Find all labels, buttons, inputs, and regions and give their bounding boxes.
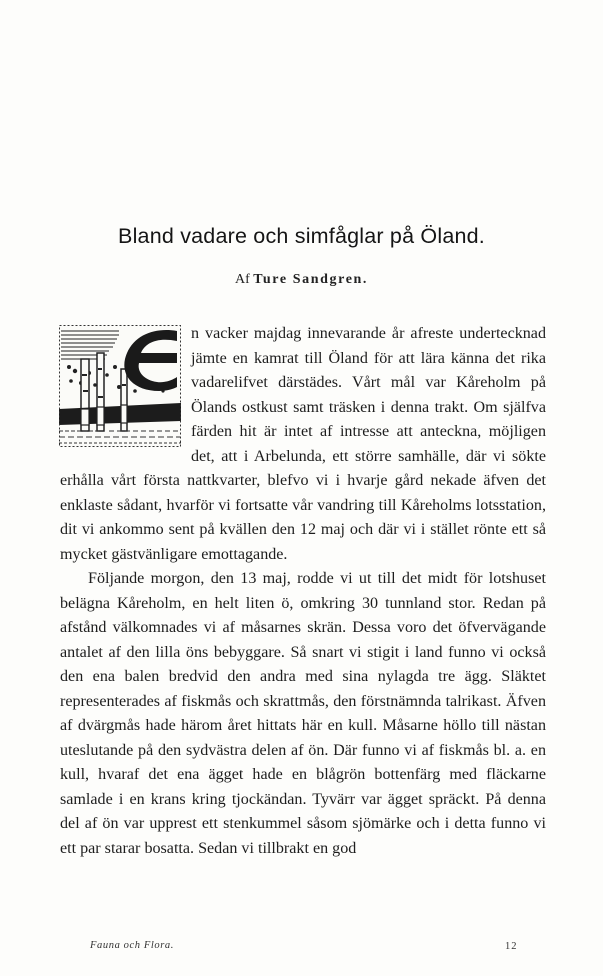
page-number: 12 — [505, 941, 518, 952]
journal-name: Fauna och Flora. — [90, 940, 174, 951]
author-name: Ture Sandgren. — [253, 272, 368, 287]
byline — [0, 272, 603, 288]
article-body — [60, 322, 546, 861]
paragraph-1: n vacker majdag innevarande år afreste undertecknad jämte en kamrat till Öland för att lära känna det rika vadarelifvet därstädes. Vårt mål var Kåreholm på Ölands ostkust samt träsken i denna trakt. Om själfva färden hit är intet af intresse att anteckna, möjligen det, att i Arbelunda, ett större samhälle, där vi sökte erhålla vårt första nattkvarter, blefvo vi i hvarje gård nekade äfven det enklaste sådant, hvarför vi fortsatte vår vandring till Kåreholms lotsstation, dit vi ankommo sent på kvällen den 12 maj och där vi i stället rönte ett så mycket gästvänligare emottagande. — [60, 325, 546, 563]
decorative-initial-e-icon — [59, 325, 181, 447]
paragraph-2: Följande morgon, den 13 maj, rodde vi ut till det midt för lotshuset belägna Kåreholm, en helt liten ö, omkring 30 tunnland stor. Redan på afstånd välkomnades vi af måsarnes skrän. Dessa voro det öfvervägande antalet af den lilla öns bebyggare. Så snart vi stigit i land funno vi också den ena balen bredvid den andra med sina nylagda tre ägg. Släktet representerades af fiskmås och skrattmås, den förstnämnda talrikast. Äfven af dvärgmås hade härom året hittats här en kull. Måsarne höllo till nästan uteslutande på den sydvästra delen af ön. Där funno vi af fiskmås bl. a. en kull, hvaraf det ena ägget hade en blågrön bottenfärg med fläckarne samlade i en krans kring tjockändan. Tyvärr var ägget spräckt. På denna del af ön var upprest ett stenkummel såsom sjömärke och i detta funno vi ett par starar bosatta. Sedan vi tillbrakt en god — [60, 570, 546, 857]
byline-prefix: Af — [234, 272, 250, 287]
article-title: Bland vadare och simfåglar på Öland. — [118, 224, 485, 248]
